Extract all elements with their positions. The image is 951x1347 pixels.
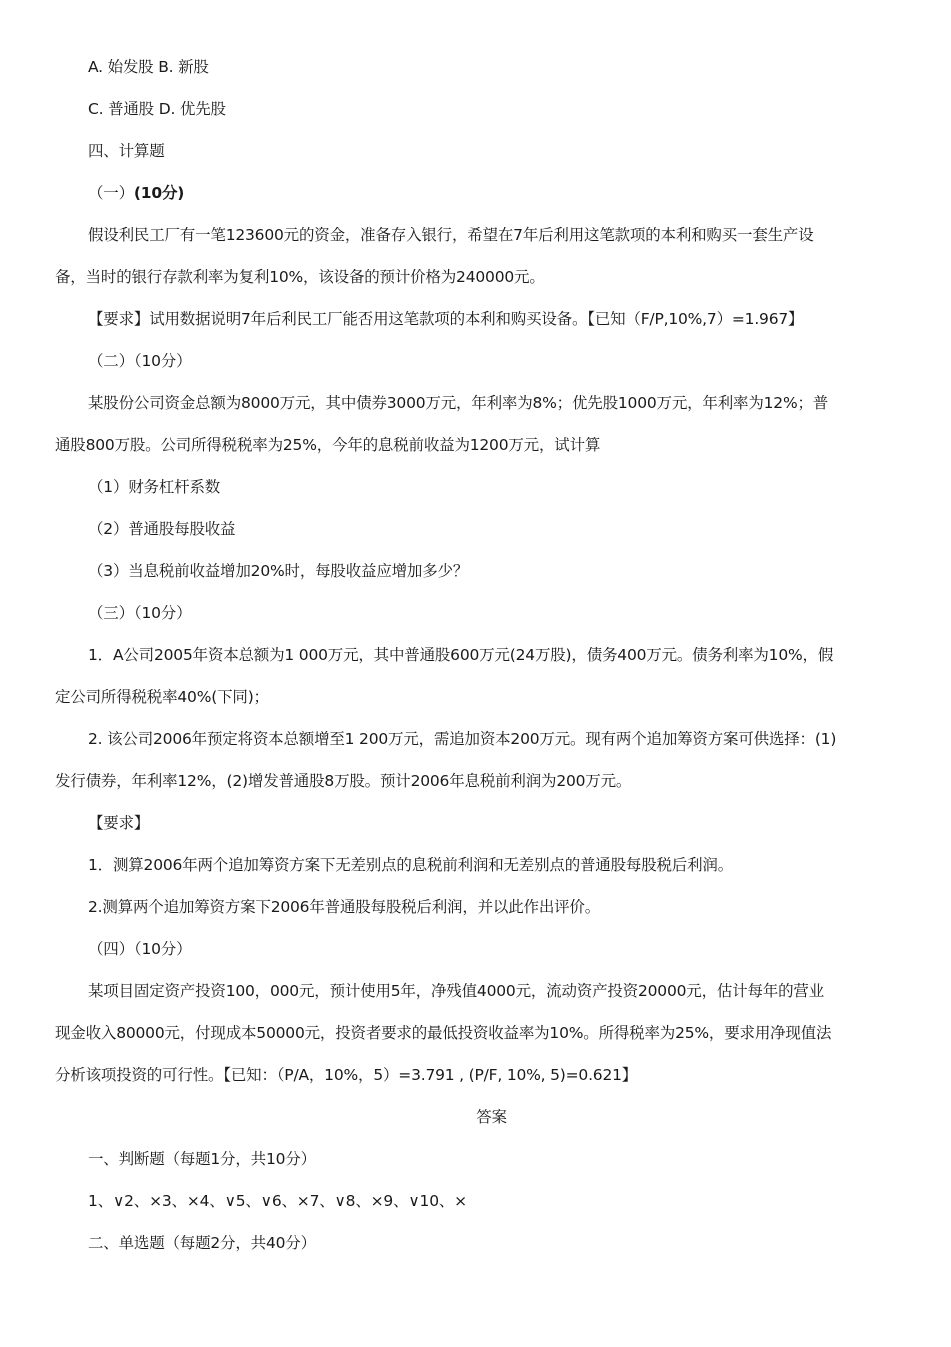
question-3-requirement-label: 【要求】	[88, 814, 150, 832]
question-4-label: （四）（10分）	[88, 940, 192, 958]
question-3-requirement-1: 1．测算2006年两个追加筹资方案下无差别点的息税前利润和无差别点的普通股每股税后利润。	[88, 856, 734, 874]
question-3-label: （三）（10分）	[88, 604, 192, 622]
answers-part-1-heading: 一、判断题（每题1分，共10分）	[88, 1150, 316, 1168]
question-4-paragraph-line-3: 分析该项投资的可行性。【已知：（P/A，10%，5）=3.791 , (P/F, 10%, 5)=0.621】	[55, 1066, 638, 1084]
question-3-point-2-line-1: 2. 该公司2006年预定将资本总额增至1 200万元，需追加资本200万元。现有两个追加筹资方案可供选择：(1)	[88, 730, 837, 748]
question-1-label	[88, 182, 900, 204]
answers-part-1-list: 1、∨2、×3、×4、∨5、∨6、×7、∨8、×9、∨10、×	[88, 1192, 467, 1210]
question-2-paragraph-line-2: 通股800万股。公司所得税税率为25%，今年的息税前收益为1200万元，试计算	[55, 436, 601, 454]
question-2-label: （二）（10分）	[88, 352, 192, 370]
question-1-paragraph-line-2: 备，当时的银行存款利率为复利10%，该设备的预计价格为240000元。	[55, 268, 545, 286]
question-2-item-3: （3）当息税前收益增加20%时，每股收益应增加多少？	[88, 562, 469, 580]
question-2-item-1: （1）财务杠杆系数	[88, 478, 221, 496]
answers-title: 答案	[476, 1108, 507, 1126]
question-1-paragraph-line-1: 假设利民工厂有一笔123600元的资金，准备存入银行，希望在7年后利用这笔款项的本利和购买一套生产设	[88, 226, 814, 244]
question-1-requirement: 【要求】试用数据说明7年后利民工厂能否用这笔款项的本利和购买设备。【已知（F/P,10%,7）=1.967】	[88, 310, 804, 328]
question-4-paragraph-line-2: 现金收入80000元，付现成本50000元，投资者要求的最低投资收益率为10%。所得税率为25%，要求用净现值法	[55, 1024, 832, 1042]
question-1-score: (10分)	[133, 184, 185, 202]
question-2-item-2: （2）普通股每股收益	[88, 520, 236, 538]
question-2-paragraph-line-1: 某股份公司资金总额为8000万元，其中债券3000万元，年利率为8%；优先股1000万元，年利率为12%；普	[88, 394, 829, 412]
section-heading-calculation: 四、计算题	[88, 142, 165, 160]
question-3-point-1-line-1: 1．A公司2005年资本总额为1 000万元，其中普通股600万元(24万股)，债务400万元。债务利率为10%，假	[88, 646, 834, 664]
question-3-point-2-line-2: 发行债券，年利率12%，(2)增发普通股8万股。预计2006年息税前利润为200万元。	[55, 772, 632, 790]
question-1-label-prefix: （一）	[88, 184, 134, 202]
question-3-point-1-line-2: 定公司所得税税率40%(下同)；	[55, 688, 269, 706]
answers-part-2-heading: 二、单选题（每题2分，共40分）	[88, 1234, 316, 1252]
question-3-requirement-2: 2.测算两个追加筹资方案下2006年普通股每股税后利润，并以此作出评价。	[88, 898, 601, 916]
options-line-ab: A. 始发股 B. 新股	[88, 58, 209, 76]
question-4-paragraph-line-1: 某项目固定资产投资100，000元，预计使用5年，净残值4000元，流动资产投资20000元，估计每年的营业	[88, 982, 824, 1000]
options-line-cd: C. 普通股 D. 优先股	[88, 100, 226, 118]
